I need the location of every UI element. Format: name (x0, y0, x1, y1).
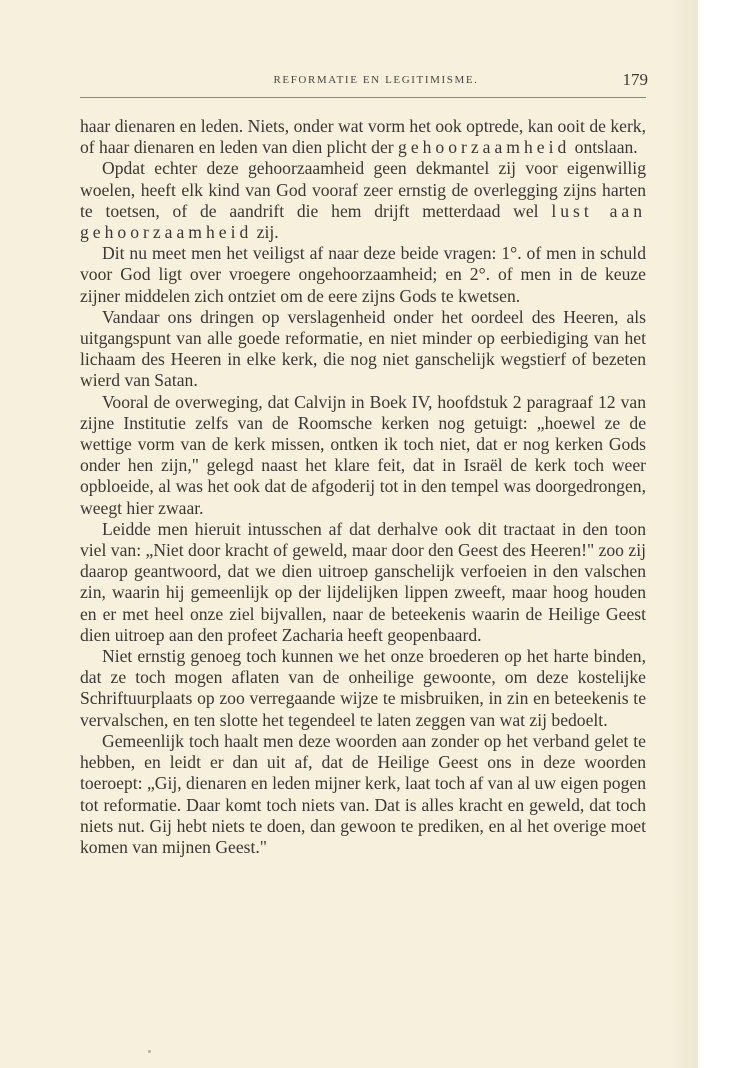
paragraph-text: Opdat echter deze gehoorzaamheid geen dekmantel zij voor eigenwillig woelen, heeft elk kind van God vooraf zeer ernstig de overlegging zijns harten te toetsen, of de aandrift die hem drijft metterdaad wel (80, 158, 646, 221)
paragraph: Vooral de overweging, dat Calvijn in Boek IV, hoofdstuk 2 paragraaf 12 van zijne Institutie zelfs van de Roomsche kerken nog getuigt: „hoewel ze de wettige vorm van de kerk missen, ontken ik toch niet, dat er nog kerken Gods onder hen zijn," gelegd naast het klare feit, dat in Israël de kerk toch weer opbloeide, al was het ook dat de afgoderij tot in den tempel was doorgedrongen, weegt hier zwaar. (80, 391, 646, 518)
paragraph: Vandaar ons dringen op verslagenheid onder het oordeel des Heeren, als uitgangspunt van alle goede reformatie, en niet minder op eerbiediging van het lichaam des Heeren in elke kerk, die nog niet ganschelijk wegstierf of bezeten wierd van Satan. (80, 306, 646, 391)
paragraph: Gemeenlijk toch haalt men deze woorden aan zonder op het verband gelet te hebben, en leidt er dan uit af, dat de Heilige Geest ons in deze woorden toeroept: „Gij, dienaren en leden mijner kerk, laat toch af van al uw eigen pogen tot reformatie. Daar komt toch niets van. Dat is alles kracht en geweld, dat toch niets nut. Gij hebt niets te doen, dan gewoon te prediken, en al het overige moet komen van mijnen Geest." (80, 730, 646, 857)
paragraph (80, 158, 646, 243)
paragraph-text: haar dienaren en leden. Niets, onder wat vorm het ook optrede, kan ooit de kerk, of haar dienaren en leden van dien plicht der (80, 116, 646, 158)
emphasized-text: gehoorzaamheid (398, 137, 571, 158)
emphasized-text: lust aan gehoorzaamheid (80, 200, 647, 243)
paragraph: Leidde men hieruit intusschen af dat derhalve ook dit tractaat in den toon viel van: „Niet door kracht of geweld, maar door den Geest des Heeren!" zoo zij daarop geantwoord, dat we dien uitroep ganschelijk verfoeien in den valschen zin, waarin hij gemeenlijk op der lijdelijken lippen zweeft, maar hoog houden en er met heel onze ziel bijvallen, naar de beteekenis waarin de Heilige Geest dien uitroep aan den profeet Zacharia heeft geopenbaard. (80, 518, 646, 645)
paragraph: Niet ernstig genoeg toch kunnen we het onze broederen op het harte binden, dat ze toch mogen aflaten van de onheilige gewoonte, om deze kostelijke Schriftuurplaats op zoo verregaande wijze te misbruiken, in zin en beteekenis te vervalschen, en ten slotte het tegendeel te laten zeggen van wat zij bedoelt. (80, 646, 646, 730)
paragraph (80, 116, 646, 158)
pencil-mark (148, 1050, 151, 1053)
header-rule (80, 97, 646, 98)
page-number: 179 (622, 70, 648, 89)
paragraph-text: zij. (252, 222, 279, 243)
running-head-title: REFORMATIE EN LEGITIMISME. (273, 74, 479, 86)
paragraph-text: ontslaan. (570, 137, 638, 158)
paragraph: Dit nu meet men het veiligst af naar deze beide vragen: 1°. of men in schuld voor God ligt over vroegere ongehoorzaamheid; en 2°. of men in de keuze zijner middelen zich ontziet om de eere zijns Gods te kwetsen. (80, 243, 646, 306)
body-text (80, 116, 646, 858)
running-head (104, 70, 648, 92)
